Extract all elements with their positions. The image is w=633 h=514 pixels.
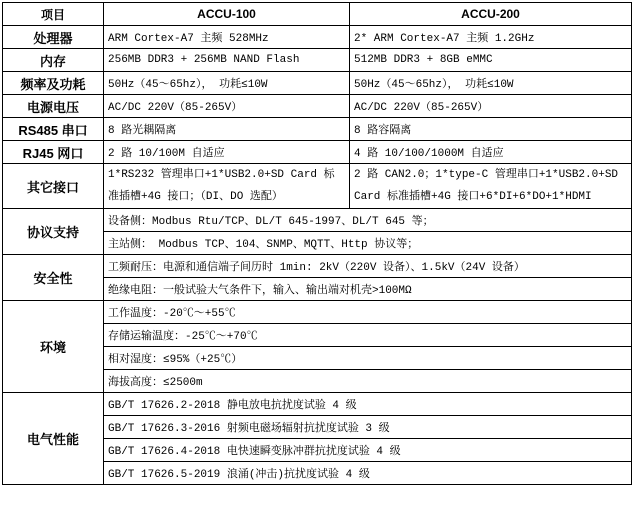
rj45-accu-200: 4 路 10/100/1000M 自适应: [350, 141, 632, 164]
row-rs485: [3, 118, 632, 141]
env-storage-temp: 存储运输温度：-25℃～+70℃: [104, 324, 632, 347]
row-other-ports: [3, 164, 632, 209]
label-voltage: 电源电压: [3, 95, 104, 118]
row-power: [3, 72, 632, 95]
env-humidity: 相对湿度：≤95%（+25℃）: [104, 347, 632, 370]
env-operating-temp: 工作温度：-20℃～+55℃: [104, 301, 632, 324]
row-env-1: [3, 301, 632, 324]
spec-table: [2, 2, 632, 485]
label-safety: 安全性: [3, 255, 104, 301]
emc-esd: GB/T 17626.2-2018 静电放电抗扰度试验 4 级: [104, 393, 632, 416]
header-item: 项目: [3, 3, 104, 26]
rs485-accu-200: 8 路容隔离: [350, 118, 632, 141]
row-protocol-1: [3, 209, 632, 232]
label-power: 频率及功耗: [3, 72, 104, 95]
row-rj45: [3, 141, 632, 164]
header-accu-200: ACCU-200: [350, 3, 632, 26]
other-ports-accu-100: 1*RS232 管理串口+1*USB2.0+SD Card 标准插槽+4G 接口；（DI、DO 选配）: [104, 164, 350, 209]
memory-accu-200: 512MB DDR3 + 8GB eMMC: [350, 49, 632, 72]
label-memory: 内存: [3, 49, 104, 72]
safety-withstand-voltage: 工频耐压：电源和通信端子间历时 1min: 2kV（220V 设备）、1.5kV（24V 设备）: [104, 255, 632, 278]
label-environment: 环境: [3, 301, 104, 393]
label-other-ports: 其它接口: [3, 164, 104, 209]
emc-radiated: GB/T 17626.3-2016 射频电磁场辐射抗扰度试验 3 级: [104, 416, 632, 439]
power-accu-200: 50Hz（45～65hz）， 功耗≤10W: [350, 72, 632, 95]
rs485-accu-100: 8 路光耦隔离: [104, 118, 350, 141]
rj45-accu-100: 2 路 10/100M 自适应: [104, 141, 350, 164]
cpu-accu-100: ARM Cortex-A7 主频 528MHz: [104, 26, 350, 49]
label-protocol: 协议支持: [3, 209, 104, 255]
voltage-accu-100: AC/DC 220V（85-265V）: [104, 95, 350, 118]
memory-accu-100: 256MB DDR3 + 256MB NAND Flash: [104, 49, 350, 72]
header-row: [3, 3, 632, 26]
protocol-master-side: 主站侧： Modbus TCP、104、SNMP、MQTT、Http 协议等；: [104, 232, 632, 255]
env-altitude: 海拔高度：≤2500m: [104, 370, 632, 393]
row-emc-1: [3, 393, 632, 416]
protocol-device-side: 设备侧：Modbus Rtu/TCP、DL/T 645-1997、DL/T 645 等；: [104, 209, 632, 232]
row-cpu: [3, 26, 632, 49]
row-safety-1: [3, 255, 632, 278]
label-electrical: 电气性能: [3, 393, 104, 485]
safety-insulation: 绝缘电阻：一般试验大气条件下，输入、输出端对机壳>100MΩ: [104, 278, 632, 301]
label-cpu: 处理器: [3, 26, 104, 49]
row-voltage: [3, 95, 632, 118]
power-accu-100: 50Hz（45～65hz）， 功耗≤10W: [104, 72, 350, 95]
voltage-accu-200: AC/DC 220V（85-265V）: [350, 95, 632, 118]
row-memory: [3, 49, 632, 72]
emc-eft: GB/T 17626.4-2018 电快速瞬变脉冲群抗扰度试验 4 级: [104, 439, 632, 462]
emc-surge: GB/T 17626.5-2019 浪涌(冲击)抗扰度试验 4 级: [104, 462, 632, 485]
label-rs485: RS485 串口: [3, 118, 104, 141]
other-ports-accu-200: 2 路 CAN2.0；1*type-C 管理串口+1*USB2.0+SD Card 标准插槽+4G 接口+6*DI+6*DO+1*HDMI: [350, 164, 632, 209]
cpu-accu-200: 2* ARM Cortex-A7 主频 1.2GHz: [350, 26, 632, 49]
label-rj45: RJ45 网口: [3, 141, 104, 164]
header-accu-100: ACCU-100: [104, 3, 350, 26]
